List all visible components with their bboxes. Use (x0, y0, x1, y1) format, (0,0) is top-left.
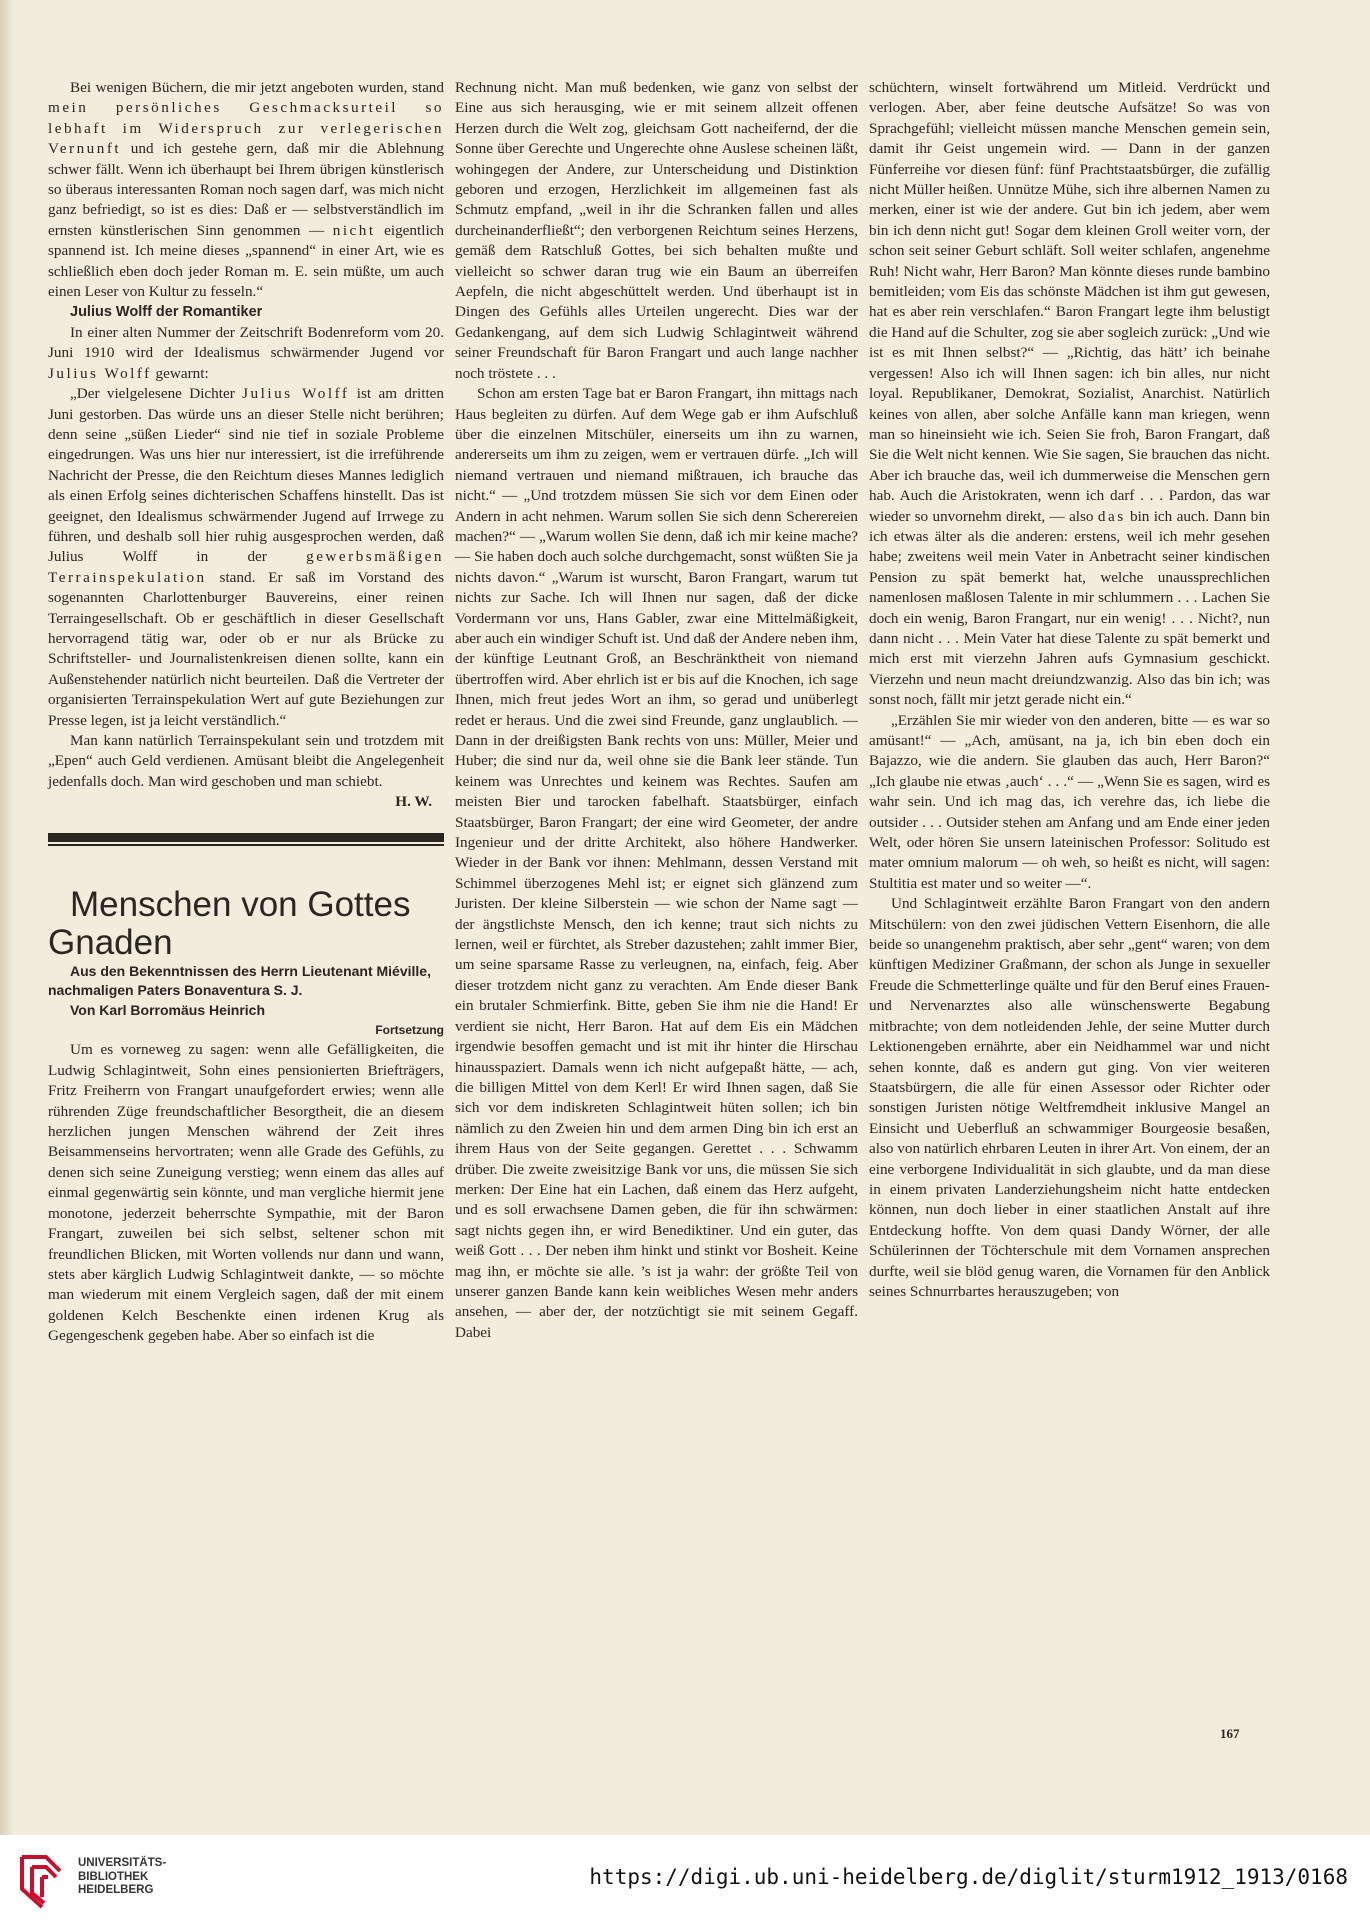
paragraph: In einer alten Nummer der Zeitschrift Bodenreform vom 20. Juni 1910 wird der Idealismus schwärmender Jugend vor Julius Wolff gewarnt: (48, 323, 444, 382)
spaced-text: Julius Wolff (242, 385, 350, 403)
spaced-text: das (1097, 507, 1126, 525)
spaced-text: nicht (332, 221, 376, 239)
paragraph: Rechnung nicht. Man muß bedenken, wie ganz von selbst der Eine aus sich herausging, wie er mit seinem allzeit offenen Herzen durch die Welt zog, gleichsam Gott nacheifernd, der die Sonne über Gerechte und Ungerechte ohne Auslese scheinen läßt, wohingegen der Andere, zur Unterscheidung und Distinktion geboren und erzogen, Herzlichkeit im allgemeinen fast als Schmutz empfand, „weil in ihr die Schranken fallen und alles durcheinanderfließt“; den verborgenen Reichtum seines Herzens, gemäß dem Ratschluß Gottes, bei sich behalten mußte und vielleicht so schwer daran trug wie ein Baum an überreifen Aepfeln, die nicht abgeschüttelt werden. Und überhaupt ist in Dingen des Gefühls alles Urteilen ungerecht. Dies war der Gedankengang, auf dem sich Ludwig Schlagintweit während seiner Freundschaft für Baron Frangart und auch lange nachher noch tröstete . . . (455, 79, 858, 382)
paragraph: Um es vorneweg zu sagen: wenn alle Gefälligkeiten, die Ludwig Schlagintweit, Sohn eines pensionierten Briefträgers, Fritz Freiherrn von Frangart unaufgefordert erwies; wenn alle rührenden Züge freundschaftlicher Besorgtheit, die an diesem herzlichen jungen Menschen während der Zeit ihres Beisammenseins hervortraten; wenn alle Grade des Gefühls, zu denen sich seine Zuneigung verstieg; wenn einem das alles auf einmal gegenwärtig sein könnte, und man vergliche hiermit jene monotone, jederzeit beherrschte Sympathie, mit der Baron Frangart, zuweilen bei sich selbst, seltener schon mit freundlichen Blicken, mit Worten vollends nur dann und wann, stets aber kärglich Ludwig Schlagintweit dankte, — so möchte man wiederum mit einem Vergleich sagen, daß der mit einem goldenen Kelch Beschenkte einen irdenen Krug als Gegengeschenk gegeben habe. Aber so einfach ist die (48, 1041, 444, 1345)
column-1 (48, 78, 444, 1347)
page-number: 167 (1220, 1726, 1240, 1741)
paragraph: „Erzählen Sie mir wieder von den anderen, bitte — es war so amüsant!“ — „Ach, amüsant, na ja, ich bin eben doch ein Bajazzo, wie die andern. Sie glauben das auch, Herr Baron?“ „Ich glaube nie etwas ‚auch‘ . . .“ — „Wenn Sie es sagen, wird es wahr sein. Und ich mag das, ich verehre das, ich liebe die outsider . . . Outsider stehen am Anfang und am Ende einer jeden Welt, oder hören Sie unsern lateinischen Professor: Solitudo est mater omnium malorum — oh weh, so heißt es nicht, will sagen: Stultitia est mater und so weiter —“. (869, 711, 1270, 892)
continued-note: Fortsetzung (375, 1023, 444, 1038)
footer-bar (0, 1835, 1370, 1931)
spaced-text: Julius Wolff (48, 364, 152, 382)
signature: H. W. (395, 793, 432, 811)
paragraph: Und Schlagintweit erzählte Baron Frangart von den andern Mitschülern: von den zwei jüdischen Vettern Eisenhorn, die alle beide so unangenehm praktisch, aber sehr „gent“ waren; von dem künftigen Mediziner Graßmann, der schon als Junge in sexueller Freude die Schmetterlinge quälte und für den Beruf eines Frauen- und Nervenarztes also alle wünschenswerte Begabung mitbrachte; von dem notleidenden Jehle, der seine Mutter durch Lektionengeben ernährte, aber ein Neidhammel war und nicht sehen konnte, daß es andern gut ging. Von vier weiteren Staatsbürgern, die alle für einen Assessor oder Richter oder sonstigen Juristen nötige Weltfremdheit inklusive Mangel an Einsicht und Ueberfluß an schwammiger Bourgeosie besaßen, also von natürlich ehrbaren Leuten in ihrer Art. Von einem, der an eine verborgene Individualität in sich glaubte, und da man diese in einem privaten Landerziehungsheim nicht hatte entdecken können, nun doch lieber in einer staatlichen Anstalt auf ihre Entdeckung hoffte. Von dem quasi Dandy Wörner, der alle Schülerinnen der Töchterschule mit dem Vornamen ansprechen durfte, weil sie blöd genug waren, die Vornamen für den Anblick seines Schnurrbartes herauszugeben; von (869, 895, 1270, 1300)
divider-thin (48, 844, 444, 846)
permalink-url[interactable]: https://digi.ub.uni-heidelberg.de/diglit/sturm1912_1913/0168 (589, 1865, 1348, 1889)
paragraph: schüchtern, winselt fortwährend um Mitleid. Verdrückt und verlogen. Aber, aber feine deutsche Aufsätze! So was von Sprachgefühl; vielleicht müssen manche Menschen gemein sein, damit ihr Geist ungemein wird. — Dann in der ganzen Fünferreihe vor diesen fünf: fünf Prachtstaatsbürger, die zufällig nicht Müller heißen. Unnütze Mühe, sich ihre albernen Namen zu merken, einer ist wie der andere. Gut bin ich jedem, aber wem bin ich denn nicht gut! Sogar dem kleinen Groll weiter vorn, der schon seit seiner Geburt schläft. Soll weiter schlafen, angenehme Ruh! Nicht wahr, Herr Baron? Man könnte dieses runde bambino bemitleiden; vom Eis das schönste Mädchen ist ihm gut gewesen, hat es aber rein verschlafen.“ Baron Frangart legte ihm belustigt die Hand auf die Schulter, zog sie aber sogleich zurück: „Und wie ist es mit Ihnen selbst?“ — „Richtig, das hätt’ ich beinahe vergessen! Also ich will Ihnen sagen: ich bin alles, nur nicht loyal. Republikaner, Demokrat, Sozialist, Anarchist. Natürlich keines von allen, aber solche Anfälle kann man kriegen, wenn man so hineinsieht wie ich. Seien Sie froh, Baron Frangart, daß Sie die Welt nicht kennen. Wie Sie sagen, Sie brauchen das nicht. Aber ich brauche das, weil ich dummerweise die Menschen gern hab. Auch die Aristokraten, wenn ich darf . . . Pardon, das war wieder so unvornehm direkt, — also das bin ich auch. Dann bin ich etwas älter als die anderen: erstens, weil ich mehr gesehen habe; zweitens weil mein Vater in Anbetracht seiner kindischen Pension zu spät bemerkt hat, welche unaussprechlichen namenlosen maßlosen Talente in mir schlummern . . . Lachen Sie doch ein wenig, Baron Frangart, nur ein wenig! . . . Nicht?, nun dann nicht . . . Mein Vater hat diese Talente zu spät bemerkt und mich erst mit vierzehn Jahren aufs Gymnasium geschickt. Vierzehn und neun macht dreiundzwanzig. Also das bin ich; was sonst noch, fällt mir jetzt gerade nicht ein.“ (869, 79, 1271, 709)
column-3 (869, 78, 1270, 1302)
library-logo-icon (16, 1849, 66, 1911)
paragraph: Schon am ersten Tage bat er Baron Frangart, ihn mittags nach Haus begleiten zu dürfen. Auf dem Wege gab er ihm Aufschluß über die einzelnen Mitschüler, einerseits um ihn zu warnen, andererseits um ihm zu zeigen, wem er vertrauen dürfe. „Ich will niemand vertrauen und niemand mißtrauen, ich brauche das nicht.“ — „Und trotzdem müssen Sie sich vor dem Einen oder Andern in acht nehmen. Warum sollen Sie sich denn Scherereien machen?“ — „Warum wollen Sie denn, daß ich mir keine mache? — Sie haben doch auch solche durchgemacht, sonst wüßten Sie ja nichts davon.“ „Warum ist wurscht, Baron Frangart, warum tut nichts zur Sache. Ich will Ihnen nur sagen, daß der dicke Vordermann vor uns, Hans Gabler, zwar eine Mittelmäßigkeit, aber auch ein windiger Schuft ist. Und daß der Andere neben ihm, der künftige Leutnant Groß, an Beschränktheit von niemand übertroffen wird. Aber ehrlich ist er bis auf die Knochen, ich sage Ihnen, mich freut jedes Wort an ihm, so gerad und unüberlegt redet er heraus. Und die zwei sind Freunde, ganz unglaublich. — Dann in der dreißigsten Bank rechts von uns: Müller, Meier und Huber; die sind nur da, weil ohne sie die Bank leer stände. Tun keinem was Unrechtes und keinem was Rechtes. Saufen am meisten Bier und tarocken fabelhaft. Staatsbürger, einfach Staatsbürger, Baron Frangart; der eine wird Geometer, der andre Ingenieur und der dritte Architekt, also höhere Handwerker. Wieder in der Bank vor ihnen: Mehlmann, dessen Verstand mit Schimmel überzogenes Mehl ist; er eignet sich glänzend zum Juristen. Der kleine Silberstein — wie schon der Name sagt — der ängstlichste Mensch, den ich kenne; traut sich nichts zu lernen, weil er fürchtet, als Streber dazustehen; zahlt immer Bier, um seine sparsame Rasse zu verleugnen, na, einfach, feig. Aber dieser trotzdem nicht ganz zu verachten. Am Ende dieser Bank ein brutaler Schmierfink. Bitte, geben Sie ihm nie die Hand! Er verdient sie nicht, Herr Baron. Hat auf dem Eis ein Mädchen irgendwie besoffen gemacht und ist mit ihr hinter die Hirschau hinausspaziert. Damals wenn ich nicht aufgepaßt hätte, — ach, die billigen Mittel von dem Kerl! Er wird Ihnen sagen, daß Sie sich vor dem indiskreten Schlagintweit hüten sollen; ich bin nämlich zu den Zweien hin und dem armen Ding bin ich erst an ihrem Haus von der Seite gegangen. Gerettet . . . Schwamm drüber. Die zweite zweisitzige Bank vor uns, die müssen Sie sich merken: Der Eine hat ein Lachen, daß einem das Herz aufgeht, und es soll erwachsene Damen geben, die für ihn schwärmen: sagt nichts gegen ihn, er wird Benediktiner. Und ein guter, das weiß Gott . . . Der neben ihm hinkt und stinkt vor Bosheit. Keine mag ihn, er möchte sie alle. ’s ist ja wahr: der größte Teil von unserer ganzen Bande kann kein weibliches Wesen mehr anders ansehen, — aber der, der notzüchtigt sie mit seinem Gegaff. Dabei (455, 385, 858, 1341)
column-2 (455, 78, 858, 1343)
section-heading: Julius Wolff der Romantiker (70, 304, 263, 321)
paragraph: Man kann natürlich Terrainspekulant sein und trotzdem mit „Epen“ auch Geld verdienen. Amüsant bleibt die Angelegenheit jedenfalls doch. Man wird geschoben und man schiebt. (48, 732, 444, 790)
divider-thick (48, 833, 444, 842)
article-author: Von Karl Borromäus Heinrich (70, 1001, 266, 1018)
article-subtitle: Aus den Bekenntnissen des Herrn Lieutenant Miéville, nachmaligen Paters Bonaventura S. J. (48, 962, 431, 998)
spaced-text: gewerbsmäßigen Terrainspekulation (48, 548, 444, 586)
paragraph: „Der vielgelesene Dichter Julius Wolff ist am dritten Juni gestorben. Das würde uns an dieser Stelle nicht berühren; denn seine „süßen Lieder“ sind nie tief in soziale Probleme eingedrungen. Was uns hier nur interessiert, ist die irreführende Nachricht der Presse, die den Reichtum dieses Mannes lediglich als einen Erfolg seines dichterischen Schaffens hinstellt. Das ist geeignet, den Idealismus schwärmender Jugend auf Irrwege zu führen, und deshalb soll hier ruhig ausgesprochen werden, daß Julius Wolff in der gewerbsmäßigen Terrainspekulation stand. Er saß im Vorstand des sogenannten Charlottenburger Bauvereins, einer reinen Terraingesellschaft. Ob er geschäftlich in dieser Gesellschaft hervorragend tätig war, oder ob er nur als Brücke zu Schriftsteller- und Journalistenkreisen dienen sollte, kann ein Außenstehender natürlich nicht beurteilen. Daß die Vertreter der organisierten Terrainspekulation Wert auf gute Beziehungen zur Presse legen, ist ja leicht verständlich.“ (48, 385, 444, 729)
article-title: Menschen von Gottes Gnaden (48, 884, 411, 962)
library-name: UNIVERSITÄTS- BIBLIOTHEK HEIDELBERG (78, 1857, 167, 1896)
spaced-text: mein persönliches Geschmacksurteil so lebhaft im Widerspruch zur verlegerischen Vernunft (48, 99, 444, 158)
paragraph: Bei wenigen Büchern, die mir jetzt angeboten wurden, stand mein persönliches Geschmacksurteil so lebhaft im Widerspruch zur verlegerischen Vernunft und ich gestehe gern, daß mir die Ablehnung schwer fällt. Wenn ich überhaupt bei Ihrem übrigen künstlerisch so überaus interessanten Roman noch sagen darf, was mich nicht ganz befriedigt, so ist es dies: Daß er — selbstverständlich im ernsten künstlerischen Sinn genommen — nicht eigentlich spannend ist. Ich meine dieses „spannend“ in einer Art, wie es schließlich eben doch jeder Roman m. E. sein müßte, um auch einen Leser von Kultur zu fesseln.“ (48, 79, 445, 301)
